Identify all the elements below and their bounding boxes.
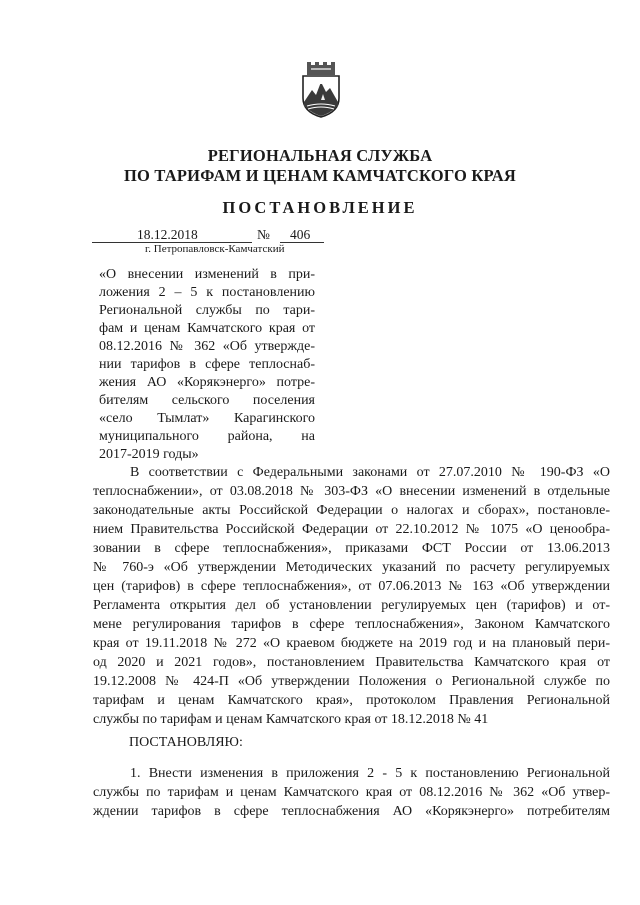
document-type: ПОСТАНОВЛЕНИЕ	[222, 198, 418, 217]
title-line: 2017-2019 годы»	[99, 447, 199, 462]
item1-line: ждении тарифов в сфере теплоснабжения АО «Корякэнерго» потребителям	[93, 804, 610, 819]
document-date: 18.12.2018	[137, 227, 198, 242]
title-line: «О внесении изменений в при-	[99, 267, 315, 282]
body-line: службы по тарифам и ценам Камчатского края от 18.12.2018 № 41	[93, 712, 489, 727]
title-line: 08.12.2016 № 362 «Об утвержде-	[99, 339, 315, 354]
body-line: нием Правительства Российской Федерации от 22.10.2012 № 1075 «О ценообра-	[93, 522, 610, 537]
number-underline	[280, 242, 324, 243]
title-line: «село Тымлат» Карагинского	[99, 411, 315, 426]
title-line: бителям сельского поселения	[99, 393, 315, 408]
body-line: теплоснабжении», от 03.08.2018 № 303-ФЗ «О внесении изменений в отдельные	[93, 484, 610, 499]
title-line: Региональной службы по тари-	[99, 303, 315, 318]
body-line: Регламента открытия дел об установлении регулируемых цен (тарифов) и от-	[93, 598, 610, 613]
body-line: цен (тарифов) в сфере теплоснабжения», от 07.06.2013 № 163 «Об утверждении	[93, 579, 610, 594]
body-line: В соответствии с Федеральными законами от 27.07.2010 № 190-ФЗ «О	[130, 465, 610, 480]
title-line: муниципального района, на	[99, 429, 315, 444]
title-line: жения АО «Корякэнерго» потре-	[99, 375, 315, 390]
title-line: нии тарифов в сфере теплоснаб-	[99, 357, 315, 372]
document-number: 406	[290, 227, 311, 242]
body-line: 19.12.2008 № 424-П «Об утверждении Положения о Региональной службе по	[93, 674, 610, 689]
body-line: тарифам и ценам Камчатского края», протоколом Правления Региональной	[93, 693, 610, 708]
item1-line: 1. Внести изменения в приложения 2 - 5 к постановлению Региональной	[130, 766, 610, 781]
title-line: фам и ценам Камчатского края от	[99, 321, 315, 336]
body-line: законодательные акты Российской Федерации о налогах и сборах», постановле-	[93, 503, 610, 518]
agency-name-line1: РЕГИОНАЛЬНАЯ СЛУЖБА	[207, 146, 433, 165]
document-title	[99, 266, 315, 464]
resolve-heading: ПОСТАНОВЛЯЮ:	[129, 735, 243, 750]
number-sign: №	[257, 227, 270, 242]
body-line: од 2020 и 2021 годов», постановлением Правительства Камчатского края от	[93, 655, 610, 670]
body-line: мене регулирования тарифов в сфере теплоснабжения», Законом Камчатского	[93, 617, 610, 632]
body-line: № 760-э «Об утверждении Методических указаний по расчету регулируемых	[93, 560, 610, 575]
agency-name-line2: ПО ТАРИФАМ И ЦЕНАМ КАМЧАТСКОГО КРАЯ	[124, 166, 516, 185]
body-line: зовании в сфере теплоснабжения», приказами ФСТ России от 13.06.2013	[93, 541, 610, 556]
body-line: края от 19.11.2018 № 272 «О краевом бюджете на 2019 год и на плановый пери-	[93, 636, 610, 651]
item1-line: службы по тарифам и ценам Камчатского края от 08.12.2016 № 362 «Об утвер-	[93, 785, 610, 800]
kamchatka-coat-of-arms-icon	[299, 62, 343, 118]
city-name: г. Петропавловск-Камчатский	[145, 243, 285, 255]
title-line: ложения 2 – 5 к постановлению	[99, 285, 315, 300]
